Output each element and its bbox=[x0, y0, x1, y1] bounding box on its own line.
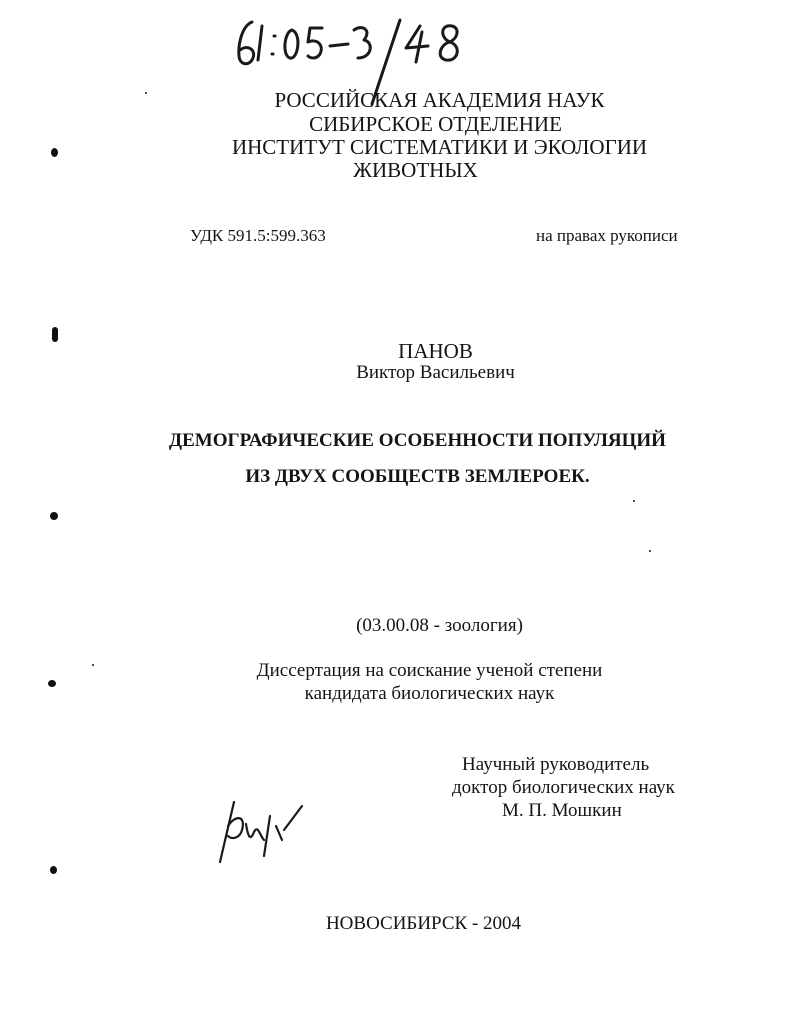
header-line-3: ИНСТИТУТ СИСТЕМАТИКИ И ЭКОЛОГИИ bbox=[231, 135, 648, 159]
dissertation-title-line-2: ИЗ ДВУХ СООБЩЕСТВ ЗЕМЛЕРОЕК. bbox=[245, 466, 590, 487]
udk-code: УДК 591.5:599.363 bbox=[190, 226, 326, 245]
rights-note: на правах рукописи bbox=[536, 226, 678, 245]
supervisor-degree: доктор биологических наук bbox=[452, 777, 675, 798]
margin-mark-3 bbox=[50, 512, 58, 520]
author-name: Виктор Васильевич bbox=[356, 362, 515, 383]
speck-3 bbox=[649, 550, 651, 552]
margin-mark-4 bbox=[48, 680, 56, 687]
speck-2 bbox=[633, 500, 635, 502]
signature-scribble bbox=[212, 796, 312, 870]
supervisor-label: Научный руководитель bbox=[462, 754, 650, 775]
degree-line-2: кандидата биологических наук bbox=[304, 683, 555, 704]
degree-line-1: Диссертация на соискание ученой степени bbox=[256, 660, 603, 681]
margin-mark-2 bbox=[52, 327, 58, 342]
header-line-2: СИБИРСКОЕ ОТДЕЛЕНИЕ bbox=[309, 112, 562, 136]
margin-mark-5 bbox=[50, 866, 57, 874]
header-line-4: ЖИВОТНЫХ bbox=[353, 158, 478, 182]
speck-4 bbox=[145, 92, 147, 94]
dissertation-title-line-1: ДЕМОГРАФИЧЕСКИЕ ОСОБЕННОСТИ ПОПУЛЯЦИЙ bbox=[169, 430, 666, 451]
margin-mark-1 bbox=[51, 148, 58, 157]
author-surname: ПАНОВ bbox=[398, 339, 473, 363]
specialty-code: (03.00.08 - зоология) bbox=[356, 615, 523, 636]
supervisor-name: М. П. Мошкин bbox=[502, 800, 622, 821]
speck-1 bbox=[92, 664, 94, 666]
header-line-1: РОССИЙСКАЯ АКАДЕМИЯ НАУК bbox=[274, 88, 605, 112]
city-year: НОВОСИБИРСК - 2004 bbox=[325, 913, 522, 934]
